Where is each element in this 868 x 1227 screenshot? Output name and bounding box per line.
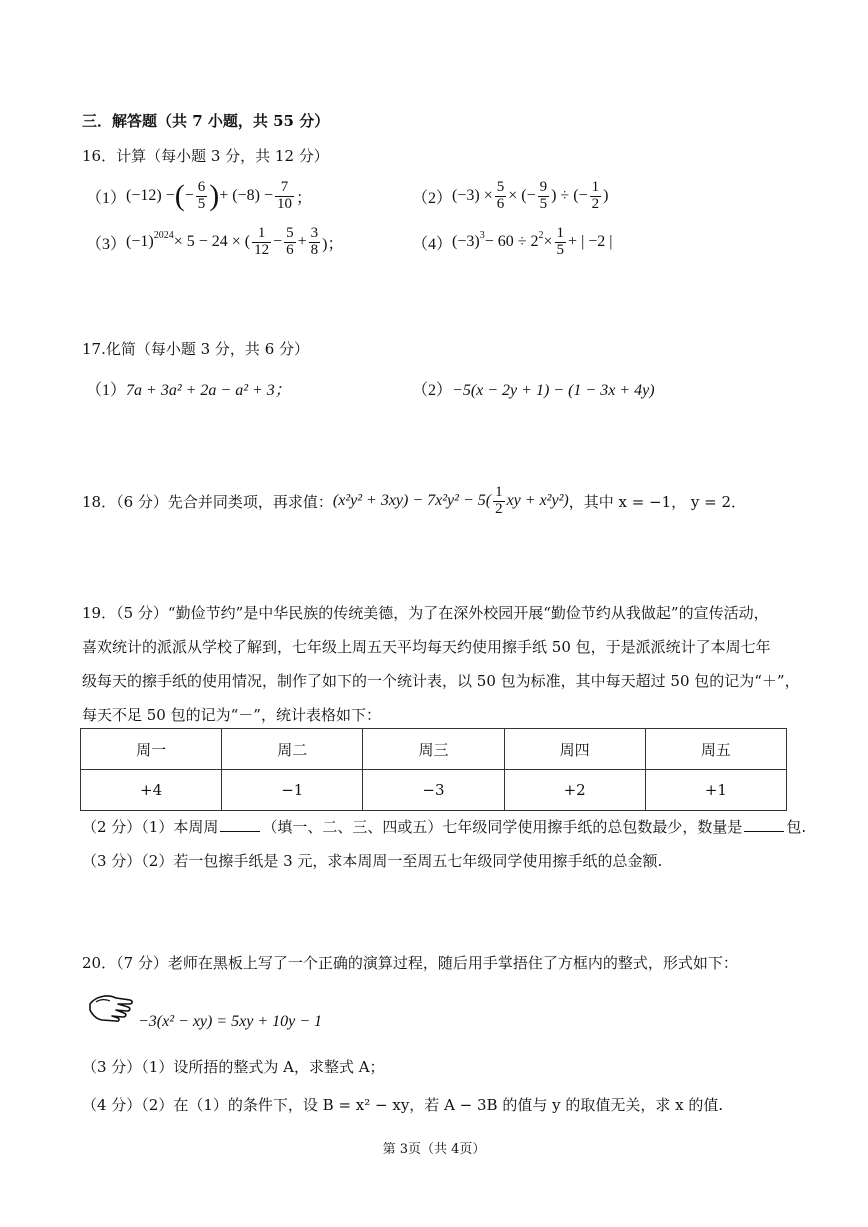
table-cell: −3: [363, 770, 504, 811]
page-footer: 第 3页（共 4页）: [382, 1142, 486, 1157]
fraction: $\frac{3}{8}$: [310, 224, 319, 258]
fraction: $\frac{6}{5}$: [197, 178, 206, 212]
q19-line4: 每天不足 50 包的记为“－”，统计表格如下：: [82, 706, 381, 724]
stats-table: [80, 728, 787, 811]
q20-sub1: （3 分）（1）设所捂的整式为 A，求整式 A；: [82, 1058, 385, 1076]
q16-part4: （4） (−3) $^3$ − 60 ÷ 2 $^2$ × $\frac{1}{5}$ + | −2 |: [412, 224, 613, 258]
q16-part1: （1） (−12) − ( − $\frac{6}{5}$ ) + (−8) − $\frac{7}{10}$ ；: [86, 178, 312, 212]
table-header: 周三: [363, 729, 504, 770]
table-cell: +1: [645, 770, 786, 811]
fraction: $\frac{1}{2}$: [495, 483, 503, 517]
q17-part1: （1）7a + 3a² + 2a − a² + 3；: [86, 382, 291, 399]
answer-blank[interactable]: [744, 817, 784, 832]
table-header: 周二: [222, 729, 363, 770]
q19-line1: 19．（5 分）“勤俭节约”是中华民族的传统美德，为了在深外校园开展“勤俭节约从我做起”的宣传活动，: [82, 604, 769, 622]
table-cell: +2: [504, 770, 645, 811]
table-header: 周四: [504, 729, 645, 770]
table-row: [81, 770, 787, 811]
fraction: $\frac{5}{6}$: [496, 178, 505, 212]
table-header: 周一: [81, 729, 222, 770]
q18: 18．（6 分）先合并同类项，再求值： (x²y² + 3xy) − 7x²y² − 5( $\frac{1}{2}$ xy + x²y²) ，其中 x = −1， y = 2．: [82, 483, 747, 517]
q16-part2-label: （2）: [412, 189, 453, 207]
table-header: 周五: [645, 729, 786, 770]
fraction: $\frac{1}{5}$: [556, 224, 565, 258]
table-header-row: [81, 729, 787, 770]
q20-line1: 20．（7 分）老师在黑板上写了一个正确的演算过程，随后用手掌捂住了方框内的整式，形式如下：: [82, 954, 738, 972]
answer-blank[interactable]: [220, 817, 260, 832]
q17-part2: （2）−5(x − 2y + 1) − (1 − 3x + 4y): [412, 382, 655, 399]
q16-part4-label: （4）: [412, 235, 453, 253]
q20-expression: −3(x² − xy) = 5xy + 10y − 1: [138, 1013, 323, 1030]
q17-heading: 17.化简（每小题 3 分，共 6 分）: [82, 340, 310, 358]
q16-part3-label: （3）: [86, 235, 127, 253]
fraction: $\frac{7}{10}$: [276, 178, 292, 212]
q16-part1-label: （1）: [86, 189, 127, 207]
hand-icon: [86, 990, 134, 1026]
q16-part3: （3） (−1) $^{2024}$ × 5 − 24 × ( $\frac{1}{12}$ − $\frac{5}{6}$ + $\frac{3}{8}$ )；: [86, 224, 344, 258]
q16-part2: （2） (−3) × $\frac{5}{6}$ × (− $\frac{9}{5}$ ) ÷ (− $\frac{1}{2}$ ): [412, 178, 609, 212]
table-cell: −1: [222, 770, 363, 811]
q19-line3: 级每天的擦手纸的使用情况，制作了如下的一个统计表，以 50 包为标准，其中每天超过 50 包的记为“＋”，: [82, 672, 800, 690]
fraction: $\frac{1}{2}$: [591, 178, 600, 212]
q19-sub2: （3 分）（2）若一包擦手纸是 3 元，求本周周一至周五七年级同学使用擦手纸的总金额.: [82, 852, 663, 870]
q16-heading: 16．计算（每小题 3 分，共 12 分）: [82, 147, 329, 165]
q19-line2: 喜欢统计的派派从学校了解到，七年级上周五天平均每天约使用擦手纸 50 包，于是派派统计了本周七年: [82, 638, 771, 656]
section-title: 三．解答题（共 7 小题，共 55 分）: [82, 112, 330, 130]
table-cell: +4: [81, 770, 222, 811]
fraction: $\frac{5}{6}$: [286, 224, 294, 258]
q19-sub1: （2 分）（1）本周周 （填一、二、三、四或五）七年级同学使用擦手纸的总包数最少，数量是 包.: [82, 818, 807, 836]
q20-sub2: （4 分）（2）在（1）的条件下，设 B = x² − xy，若 A − 3B 的值与 y 的取值无关，求 x 的值.: [82, 1096, 724, 1114]
fraction: $\frac{9}{5}$: [539, 178, 548, 212]
fraction: $\frac{1}{12}$: [254, 224, 270, 258]
